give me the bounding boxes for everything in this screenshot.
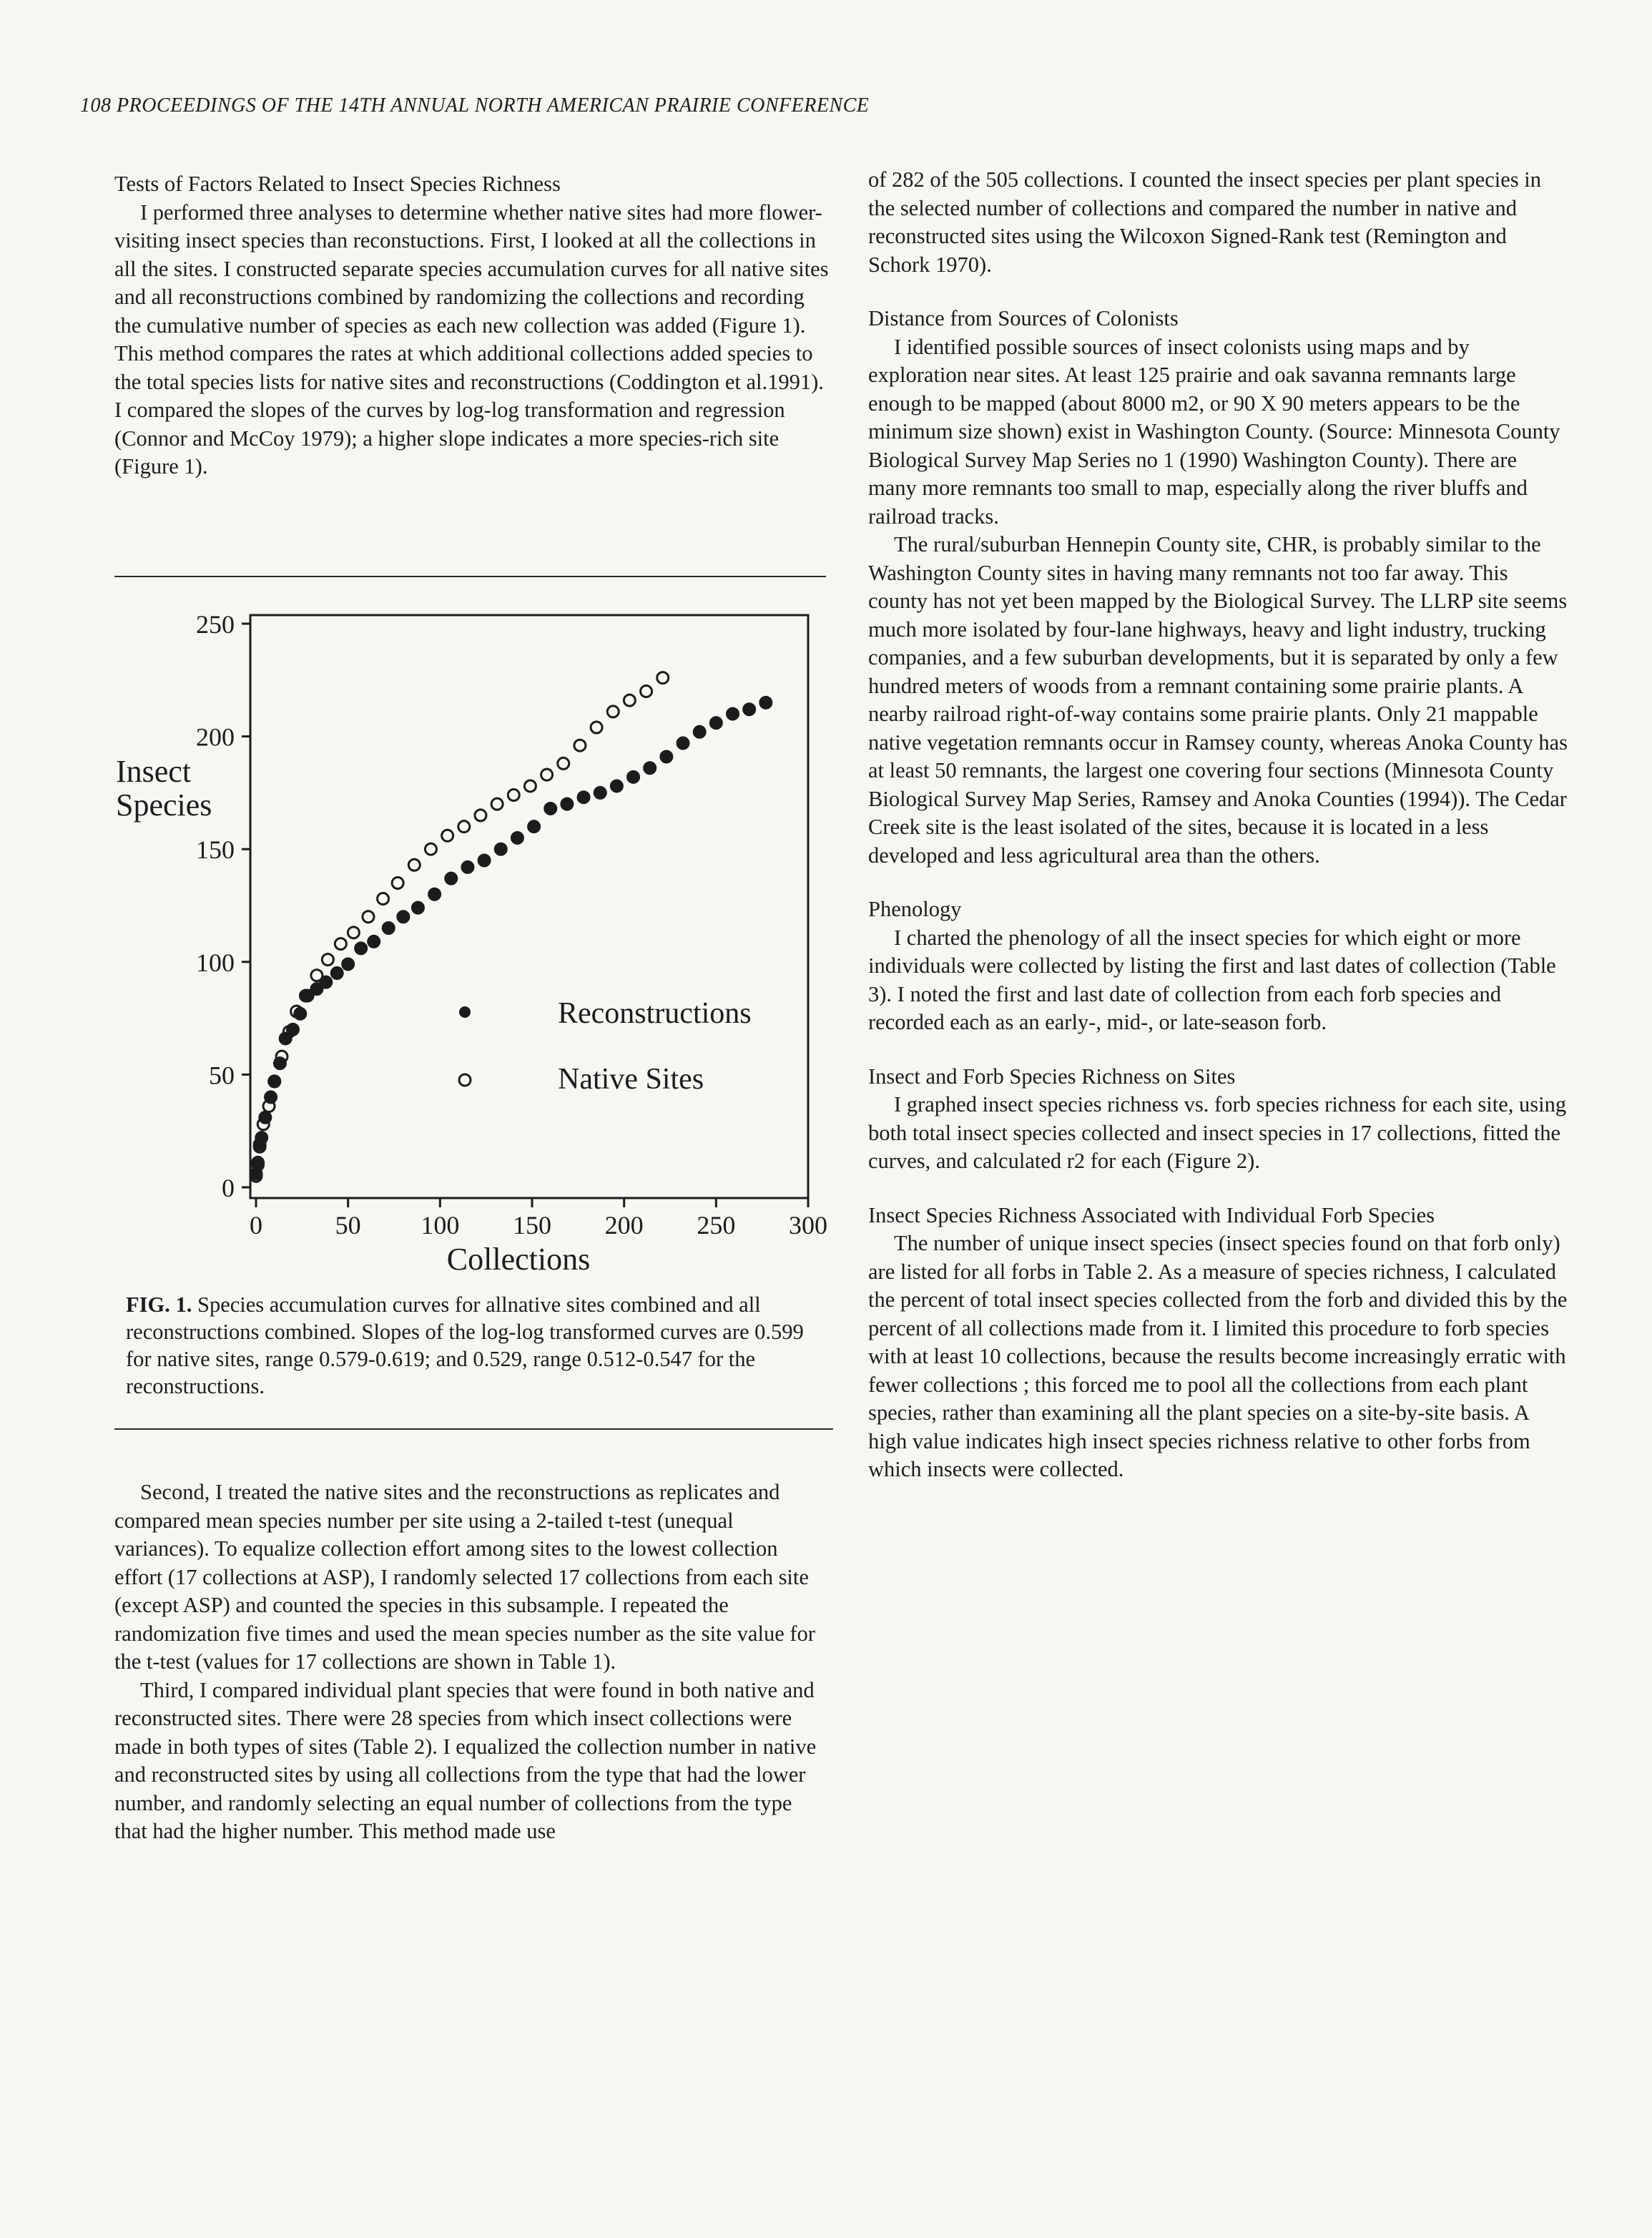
data-point-native [641,686,652,697]
data-point-reconstruction [342,958,355,971]
data-point-native [591,722,602,733]
data-point-native [607,706,619,717]
y-axis-label-line2: Species [116,787,212,823]
y-tick-label: 0 [222,1174,235,1202]
data-point-reconstruction [693,725,706,738]
data-point-reconstruction [294,1007,307,1020]
data-point-native [335,938,346,950]
figure-caption-text: Species accumulation curves for allnative sites combined and all reconstructions combined. Slopes of the log-log transformed curves are 0.599 for native sites, range 0.579-0.619; and 0.529, range 0.512-0.547 for the reconstructions. [126,1292,804,1398]
data-point-native [442,830,453,841]
x-tick-label: 100 [421,1211,460,1240]
y-tick-label: 200 [196,722,235,752]
data-point-reconstruction [759,696,772,709]
y-axis [196,610,250,1202]
legend-label-native-sites: Native Sites [558,1063,704,1096]
data-point-reconstruction [627,770,640,783]
section-distance [868,305,1569,870]
paragraph-continued: of 282 of the 505 collections. I counted the insect species per plant species in the selected number of collections and compared the number in native and reconstructed sites using the Wilcoxon Signed-Rank test (Remington and Schork 1970). [868,167,1541,277]
data-point-reconstruction [382,922,395,935]
data-point-native [541,769,553,780]
data-point-native [311,970,323,981]
paragraph-distance-2: The rural/suburban Hennepin County site, CHR, is probably similar to the Washington County sites in having many remnants not too far away. This county has not yet been mapped by the Biological Survey. The LLRP site seems much more isolated by four-lane highways, heavy and light industry, trucking companies, and a few suburban developments, but it is separated by only a few hundred meters of woods from a remnant containing some prairie plants. A nearby railroad right-of-way contains some prairie plants. Only 21 mappable native vegetation remnants occur in Ramsey county, whereas Anoka County has at least 50 remnants, the largest one covering four sections (Minnesota County Biological Survey Map Series, Ramsey and Anoka Counties (1994)). The Cedar Creek site is the least isolated of the sites, because it is located in a less developed and less agricultural area than the others. [868,532,1568,868]
legend-label-reconstructions: Reconstructions [558,997,752,1030]
paragraph-richness-sites: I graphed insect species richness vs. forb species richness for each site, using both total insect species collected and insect species in 17 collections, fitted the curves, and calculated r2 for each (Figure 2). [868,1092,1567,1173]
data-point-reconstruction [397,911,410,923]
right-column [868,166,1569,1484]
x-tick-label: 200 [604,1211,644,1240]
data-point-reconstruction [726,707,739,720]
series-native-sites [250,672,669,1182]
data-point-reconstruction [677,737,689,750]
x-tick-label: 150 [513,1211,551,1240]
section-phenology [868,895,1569,1037]
data-point-native [657,672,669,684]
y-axis-label-line1: Insect [116,754,192,789]
data-point-reconstruction [428,888,441,900]
data-point-reconstruction [411,901,424,914]
data-point-reconstruction [445,872,458,885]
data-point-native [408,859,420,870]
data-point-native [392,877,403,888]
paragraph-third-analysis: Third, I compared individual plant species that were found in both native and reconstructed sites. There were 28 species from which insect collections were made in both types of sites (Table 2). I equalized the collection number in native and reconstructed sites by using all collections from the type that had the lower number, and randomly selecting an equal number of collections from the type that had the higher number. This method made use [114,1677,817,1843]
paragraph-first-analysis: I performed three analyses to determine whether native sites had more flower-visiting insect species than reconstuctions. First, I looked at all the collections in all the sites. I constructed separate species accumulation curves for all native sites and all reconstructions combined by randomizing the collections and recording the cumulative number of species as each new collection was added (Figure 1). This method compares the rates at which additional collections added species to the total species lists for native sites and reconstructions (Coddington et al.1991). I compared the slopes of the curves by log-log transformation and regression (Connor and McCoy 1979); a higher slope indicates a more species-rich site (Figure 1). [114,200,829,478]
data-point-reconstruction [494,843,507,855]
y-tick-label: 150 [196,835,235,865]
data-point-native [508,790,519,801]
data-point-native [348,927,359,938]
data-point-reconstruction [330,967,343,980]
data-point-reconstruction [368,935,380,948]
data-point-native [363,911,374,923]
data-point-native [491,798,503,810]
species-accumulation-chart [107,601,837,1280]
y-tick-label: 100 [196,948,235,977]
data-point-reconstruction [511,831,523,844]
series-reconstructions [250,696,772,1180]
figure-caption-label: FIG. 1. [126,1292,192,1317]
data-point-native [322,954,333,966]
left-column-bottom [114,1478,830,1846]
plot-frame [250,615,808,1198]
data-point-reconstruction [594,786,606,799]
data-point-reconstruction [660,750,673,763]
data-point-reconstruction [610,780,623,792]
x-tick-label: 0 [250,1211,262,1240]
data-point-reconstruction [528,820,541,833]
data-point-reconstruction [743,703,756,716]
x-axis [250,1198,827,1240]
paragraph-distance-1: I identified possible sources of insect colonists using maps and by exploration near sites. At least 125 prairie and oak savanna remnants large enough to be mapped (about 8000 m2, or 90 X 90 meters appears to be the minimum size shown) exist in Washington County. (Source: Minnesota County Biological Survey Map Series no 1 (1990) Washington County). There are many more remnants too small to map, especially along the river bluffs and railroad tracks. [868,334,1560,529]
data-point-native [425,843,436,855]
left-column-top [114,170,830,481]
paragraph-phenology: I charted the phenology of all the insect species for which eight or more individuals were collected by listing the first and last dates of collection (Table 3). I noted the first and last date of collection from each forb species and recorded each as an early-, mid-, or late-season forb. [868,925,1556,1034]
data-point-reconstruction [478,854,491,867]
section-title-distance: Distance from Sources of Colonists [868,306,1179,330]
data-point-native [524,780,536,792]
data-point-reconstruction [644,762,657,775]
figure-bottom-rule [114,1428,833,1430]
data-point-reconstruction [544,802,557,815]
section-title-richness-sites: Insect and Forb Species Richness on Sites [868,1064,1236,1089]
x-tick-label: 300 [789,1211,827,1240]
legend-marker-native-sites [459,1074,471,1086]
data-point-reconstruction [577,791,590,804]
section-richness-forb [868,1202,1569,1484]
section-title-phenology: Phenology [868,897,962,921]
data-point-native [475,810,486,821]
y-tick-label: 50 [209,1061,235,1090]
data-point-reconstruction [461,860,474,873]
running-header: 108 PROCEEDINGS OF THE 14TH ANNUAL NORTH AMERICAN PRAIRIE CONFERENCE [80,94,870,117]
data-point-reconstruction [286,1023,299,1036]
x-tick-label: 50 [335,1211,361,1240]
x-axis-label: Collections [446,1242,591,1277]
series-layer [250,672,772,1182]
x-tick-label: 250 [697,1211,736,1240]
data-point-native [458,821,470,833]
figure-caption [126,1291,827,1400]
y-tick-label: 250 [196,610,235,639]
data-point-reconstruction [709,717,722,730]
data-point-native [558,757,569,769]
data-point-reconstruction [561,797,574,810]
section-title-richness-forb: Insect Species Richness Associated with Individual Forb Species [868,1202,1435,1227]
data-point-native [378,893,389,905]
paragraph-richness-forb: The number of unique insect species (insect species found on that forb only) are listed for all forbs in Table 2. As a measure of species richness, I calculated the percent of total insect species collected from the forb and divided this by the percent of all collections made from it. I limited this procedure to forb species with at least 10 collections, because the results become increasingly erratic with fewer collections ; this forced me to pool all the collections from each plant species, rather than examining all the plant species on a site-by-site basis. A high value indicates high insect species richness relative to other forbs from which insects were collected. [868,1231,1568,1481]
legend-marker-reconstructions [459,1006,471,1018]
data-point-native [574,740,586,751]
legend [459,997,752,1096]
section-richness-sites [868,1063,1569,1176]
data-point-native [624,695,635,706]
figure-1 [107,601,837,1280]
paragraph-second-analysis: Second, I treated the native sites and the reconstructions as replicates and compared mean species number per site using a 2-tailed t-test (unequal variances). To equalize collection effort among sites to the lowest collection effort (17 collections at ASP), I randomly selected 17 collections from each site (except ASP) and counted the species in this subsample. I repeated the randomization five times and used the mean species number as the site value for the t-test (values for 17 collections are shown in Table 1). [114,1480,815,1674]
data-point-reconstruction [355,942,368,955]
figure-top-rule [114,576,826,577]
section-title-factors: Tests of Factors Related to Insect Species Richness [114,172,561,196]
